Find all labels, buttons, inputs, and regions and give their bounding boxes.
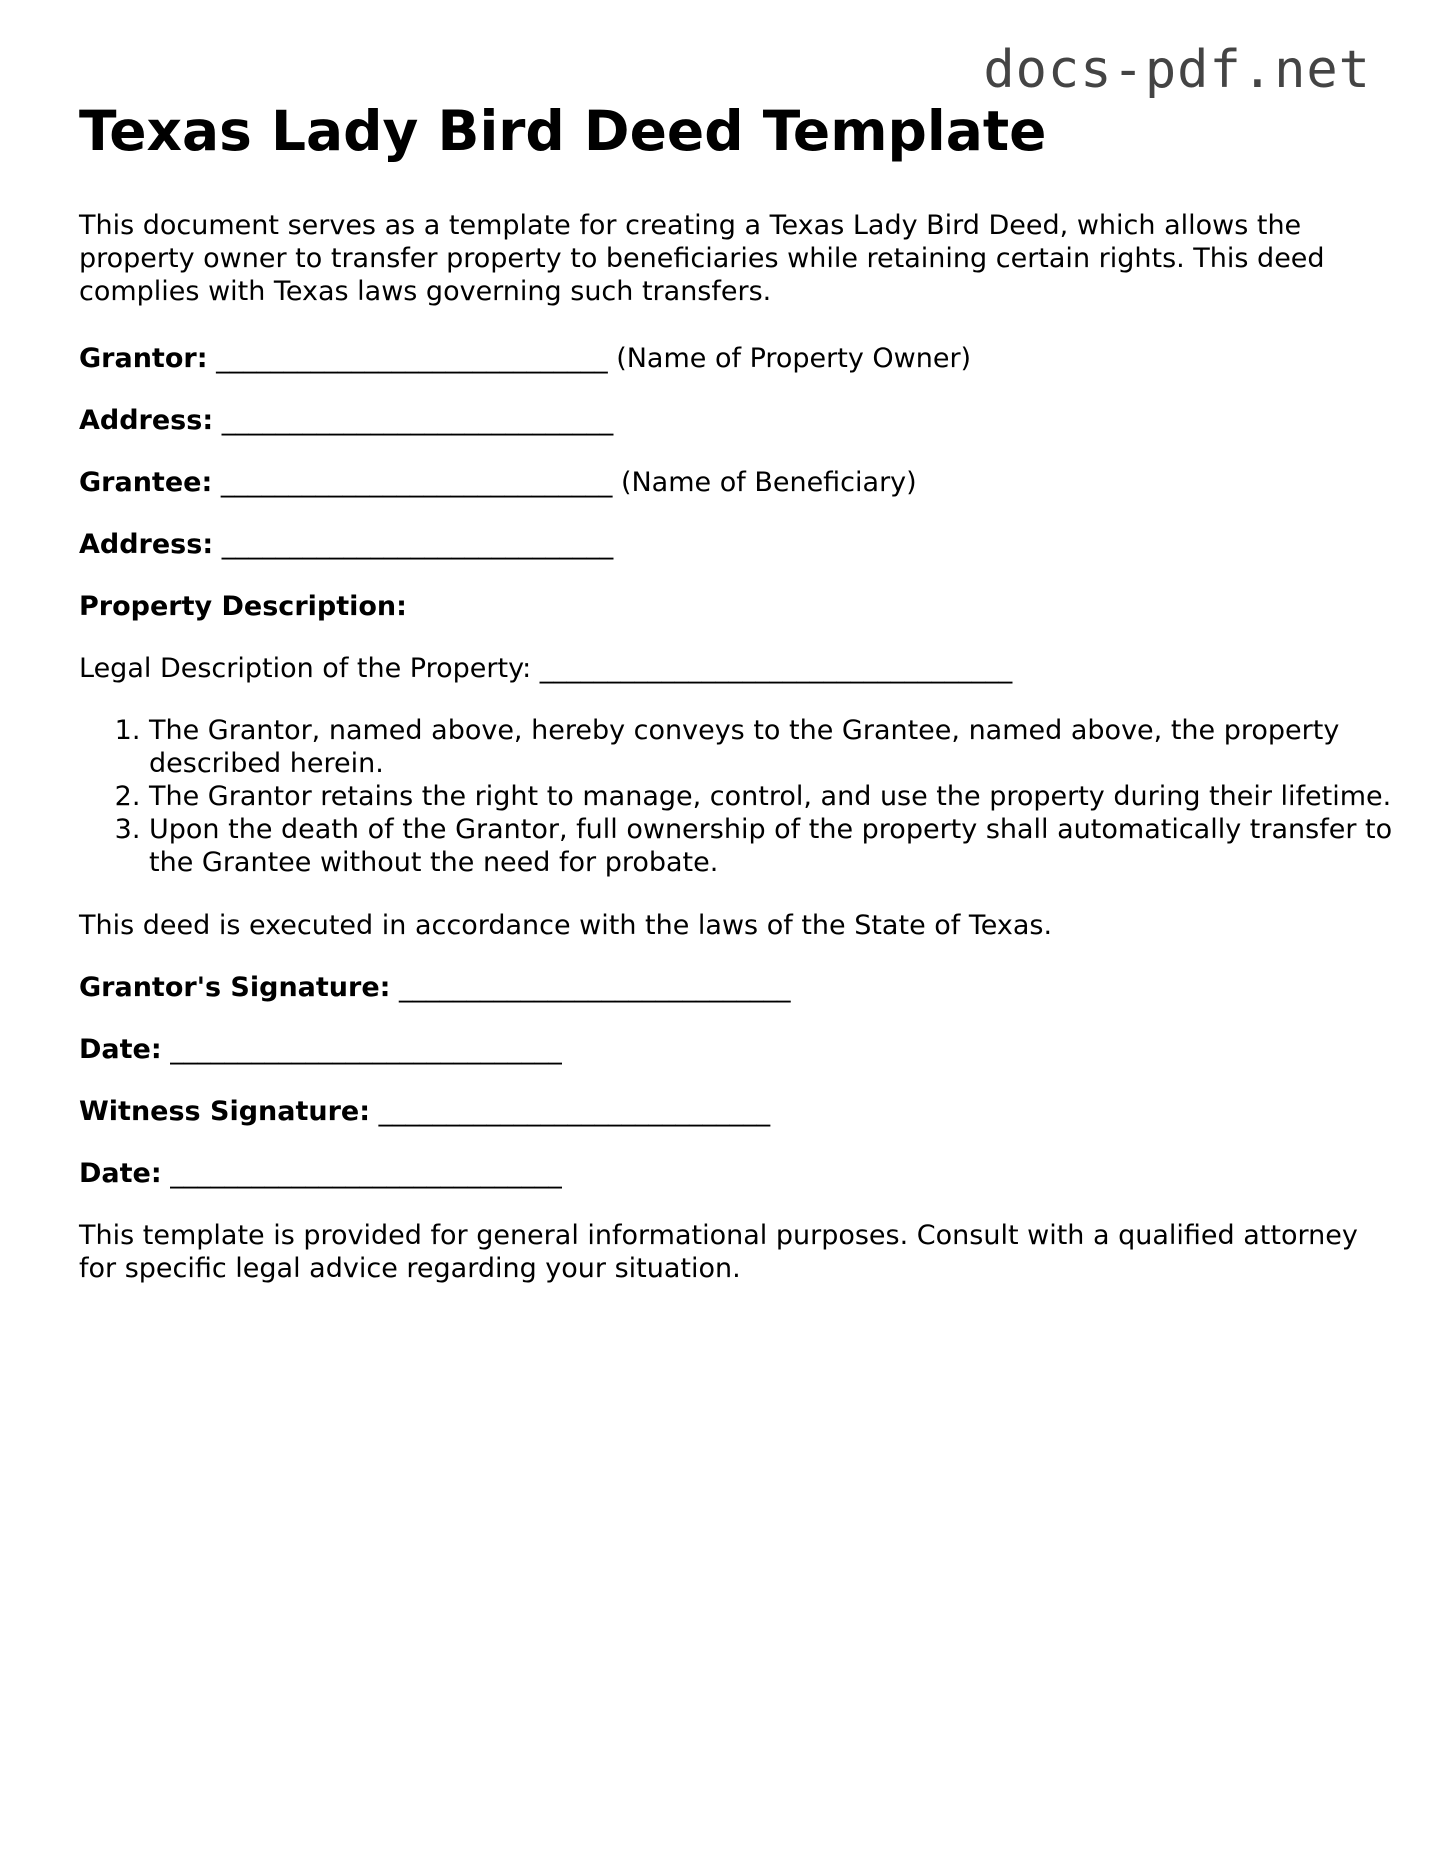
grantor-date-field <box>79 1033 1379 1066</box>
grantor-note: (Name of Property Owner) <box>616 343 972 375</box>
property-description-heading: Property Description: <box>79 591 407 623</box>
intro-paragraph: This document serves as a template for creating a Texas Lady Bird Deed, which allows the property owner to transfer property to beneficiaries while retaining certain rights. This deed complies with Texas laws governing such transfers. <box>79 210 1325 308</box>
document-title: Texas Lady Bird Deed Template <box>79 99 1047 163</box>
witness-date-blank[interactable]: _____________________________ <box>170 1158 562 1190</box>
grantee-blank[interactable]: _____________________________ <box>220 467 613 499</box>
grantee-label: Grantee: <box>79 467 213 499</box>
grantor-blank[interactable]: _____________________________ <box>216 343 608 375</box>
grantee-address-label: Address: <box>79 529 214 561</box>
disclaimer-paragraph: This template is provided for general informational purposes. Consult with a qualified attorney for specific legal advice regarding your situation. <box>79 1220 1358 1285</box>
legal-description-field <box>79 652 1379 685</box>
clause-item: 3. Upon the death of the Grantor, full ownership of the property shall automatically transfer to the Grantee without the need for probate. <box>149 813 1399 879</box>
grantor-field <box>79 342 1379 375</box>
grantor-signature-field <box>79 971 1379 1004</box>
closing-statement: This deed is executed in accordance with the laws of the State of Texas. <box>79 910 1053 942</box>
clause-list <box>79 714 1399 879</box>
grantor-signature-label: Grantor's Signature: <box>79 972 391 1004</box>
grantee-note: (Name of Beneficiary) <box>620 467 917 499</box>
legal-description-blank[interactable]: ___________________________________ <box>539 653 1013 685</box>
witness-date-field <box>79 1157 1379 1190</box>
grantor-date-blank[interactable]: _____________________________ <box>170 1034 562 1066</box>
grantor-address-blank[interactable]: _____________________________ <box>221 405 614 437</box>
witness-date-label: Date: <box>79 1158 162 1190</box>
grantor-address-field <box>79 404 1379 437</box>
witness-signature-label: Witness Signature: <box>79 1096 371 1128</box>
grantee-address-field <box>79 528 1379 561</box>
grantee-address-blank[interactable]: _____________________________ <box>221 529 614 561</box>
grantor-label: Grantor: <box>79 343 208 375</box>
clause-item: 2. The Grantor retains the right to manage, control, and use the property during their lifetime. <box>149 780 1399 813</box>
grantor-address-label: Address: <box>79 405 214 437</box>
grantor-date-label: Date: <box>79 1034 162 1066</box>
watermark: docs-pdf.net <box>983 40 1371 100</box>
legal-description-label: Legal Description of the Property: <box>79 653 532 685</box>
clause-item: 1. The Grantor, named above, hereby conveys to the Grantee, named above, the property described herein. <box>149 714 1399 780</box>
document-page <box>79 99 1393 1285</box>
grantor-signature-blank[interactable]: _____________________________ <box>399 972 791 1004</box>
witness-signature-field <box>79 1095 1379 1128</box>
grantee-field <box>79 466 1379 499</box>
witness-signature-blank[interactable]: _____________________________ <box>378 1096 771 1128</box>
